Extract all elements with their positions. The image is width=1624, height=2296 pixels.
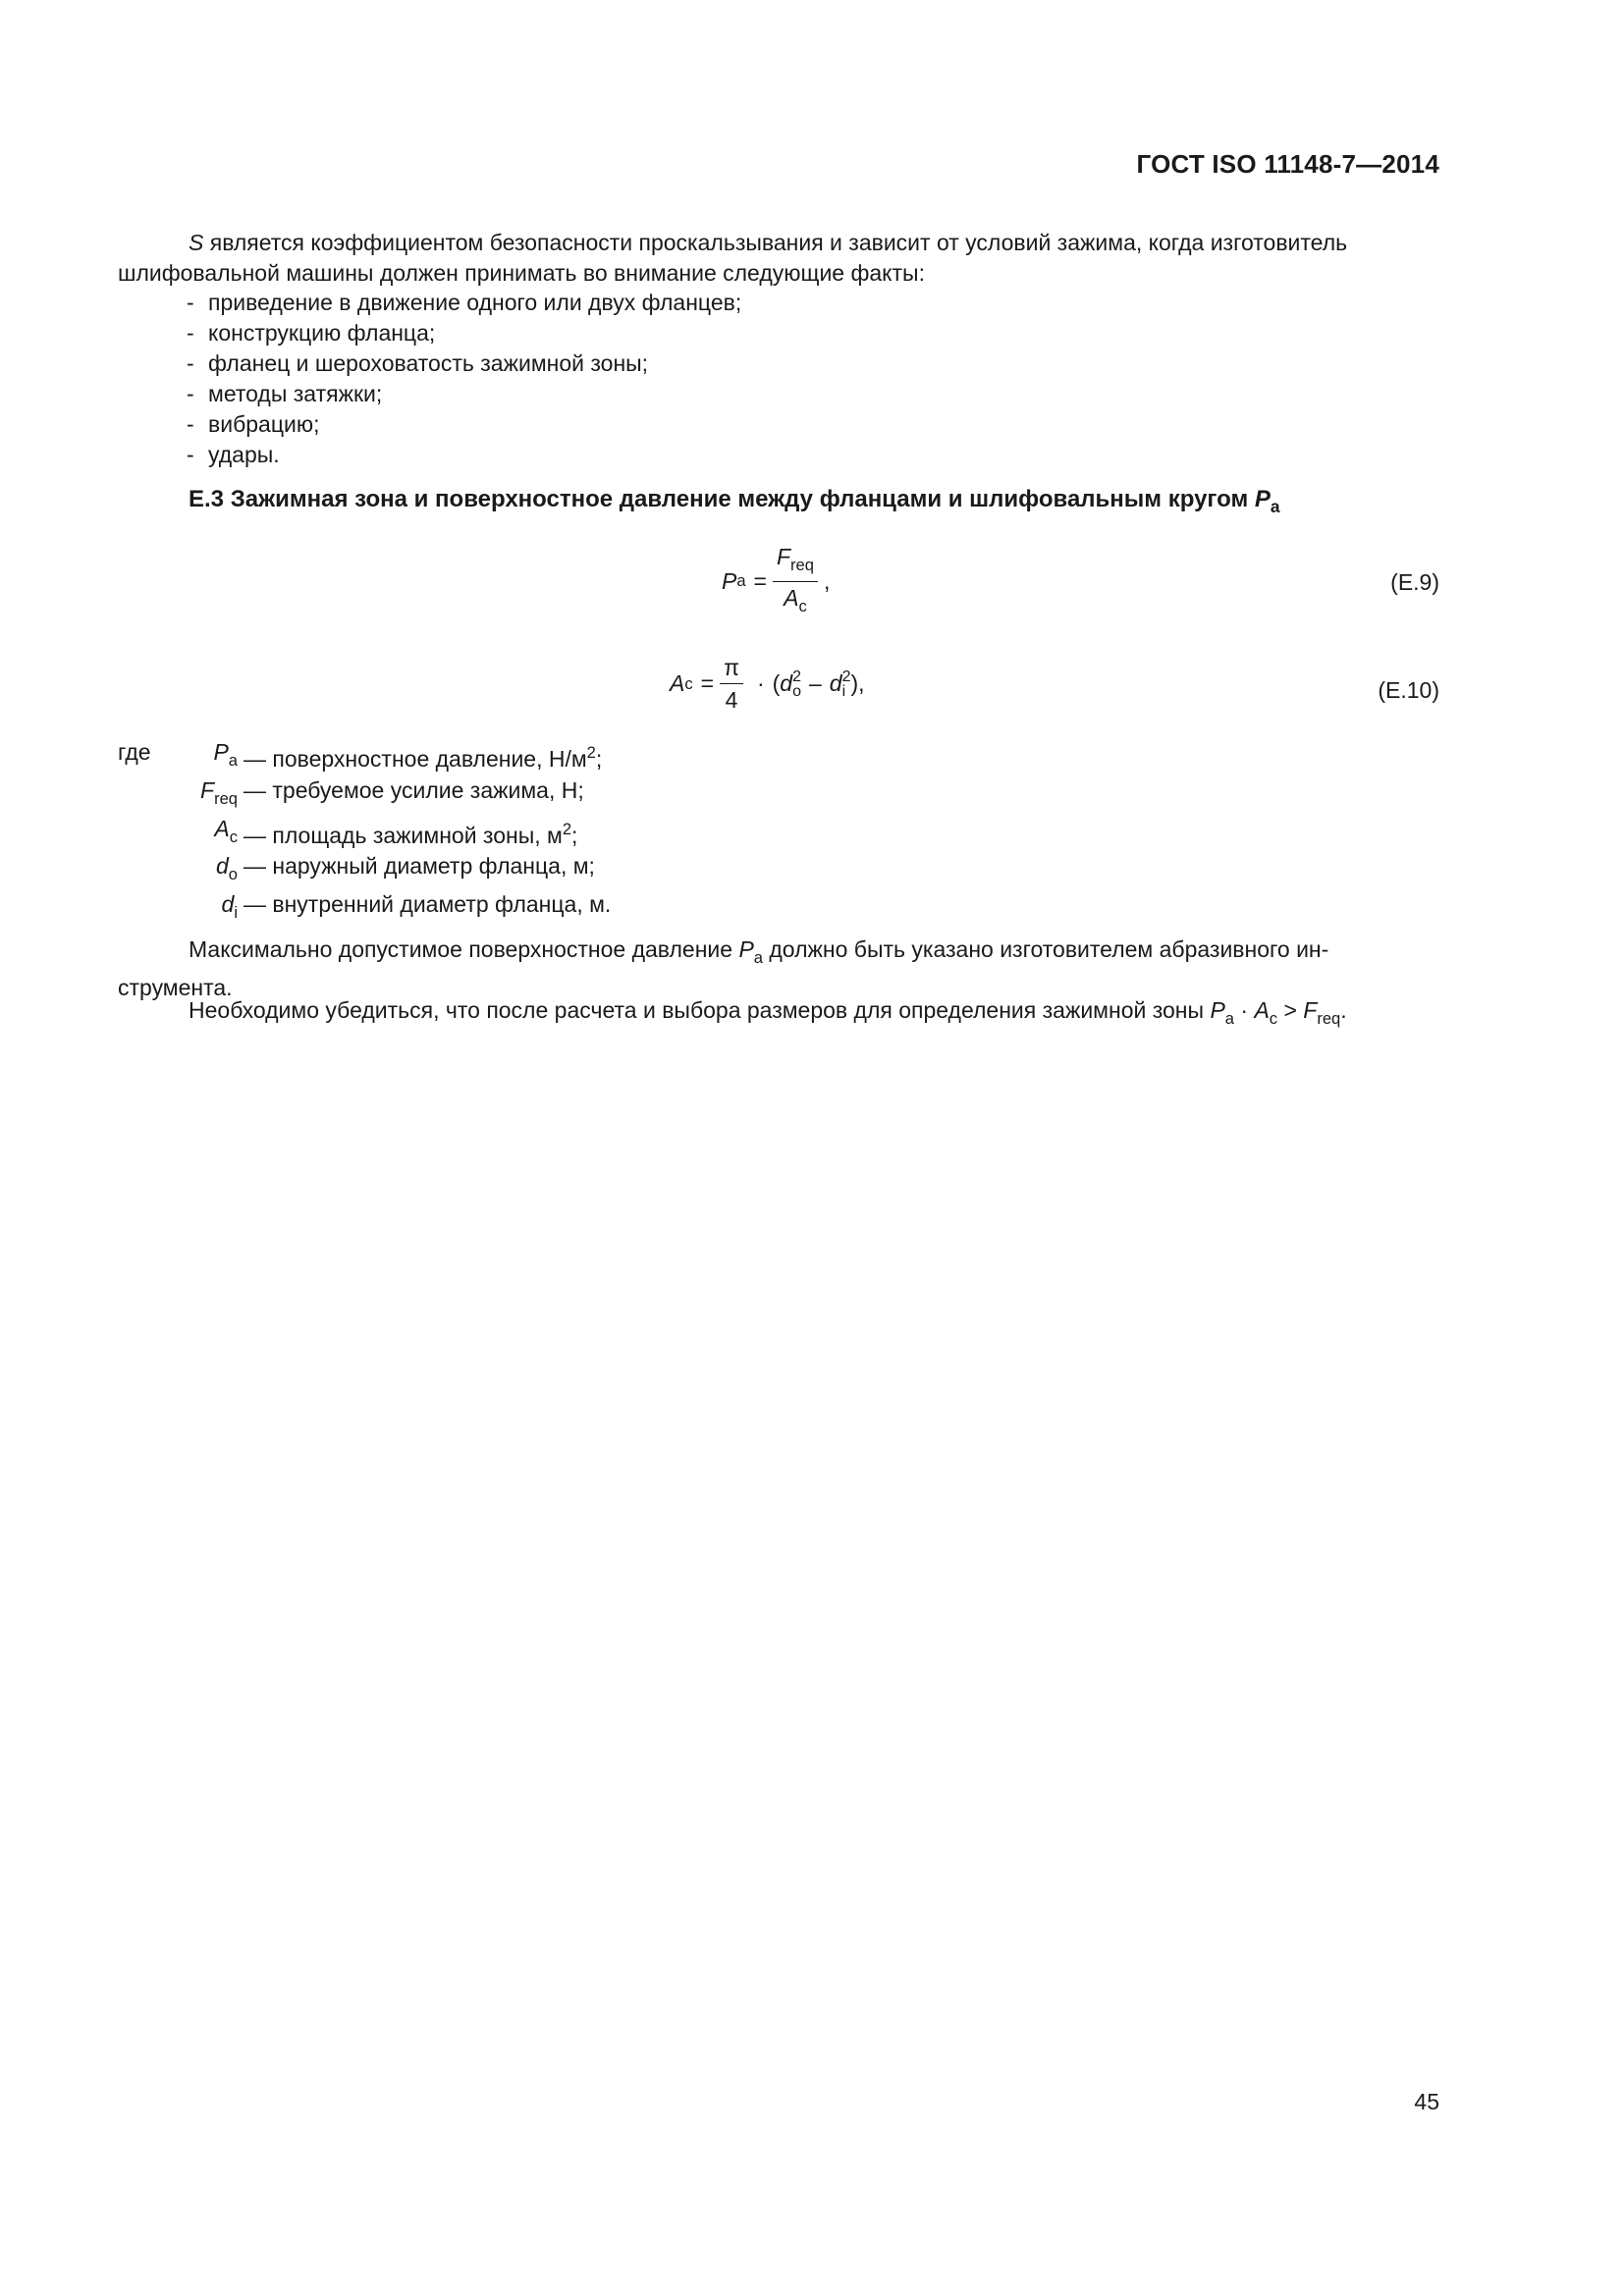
equation-number-e9: (Е.9)	[1390, 569, 1439, 595]
document-header: ГОСТ ISO 11148-7—2014	[1136, 149, 1439, 179]
list-item: - фланец и шероховатость зажимной зоны;	[187, 350, 649, 376]
intro-text-line1: является коэффициентом безопасности проскальзывания и зависит от условий зажима, когда изготовитель	[203, 230, 1348, 255]
page-number: 45	[1414, 2089, 1439, 2114]
list-item: $F_{req}$ — требуемое усилие зажима, Н;	[200, 776, 584, 808]
fraction: $\frac{\pi}{4}$	[720, 654, 743, 714]
where-prefix: где	[118, 739, 151, 765]
list-item: - вибрацию;	[187, 411, 320, 437]
list-item: - удары.	[187, 442, 280, 467]
list-item: $A_c$ — площадь зажимной зоны, $м^2$;	[214, 815, 578, 848]
safety-factor-symbol: S	[189, 230, 204, 255]
check-paragraph: Необходимо убедиться, что после расчета и выбора размеров для определения зажимной зоны $P_a \cdot A_c > F_{req}$.	[189, 997, 1347, 1028]
max-pressure-paragraph: Максимально допустимое поверхностное давление $P_a$ должно быть указано изготовителем абразивного ин- струмента.	[118, 936, 1329, 1000]
intro-text-line2: шлифовальной машины должен принимать во внимание следующие факты:	[118, 260, 925, 286]
list-item: $d_i$ — внутренний диаметр фланца, м.	[221, 891, 612, 922]
section-heading: Е.3 Зажимная зона и поверхностное давление между фланцами и шлифовальным кругом $P_a$	[189, 486, 1280, 517]
intro-paragraph	[118, 228, 1439, 289]
formula-e9: P a = $\frac{F_{req}}{A_c}$ ,	[722, 543, 830, 620]
variable-definitions	[118, 737, 611, 928]
list-item: - конструкцию фланца;	[187, 320, 436, 346]
list-item: где $P_a$ — поверхностное давление, $Н/м^2$;	[118, 739, 603, 773]
factors-list	[187, 288, 741, 470]
list-item: $d_o$ — наружный диаметр фланца, м;	[216, 853, 595, 884]
formula-e10: A c = $\frac{\pi}{4}$ · ( d 2 o – d 2 i ) ,	[670, 655, 865, 713]
list-item: - методы затяжки;	[187, 381, 383, 406]
list-item: - приведение в движение одного или двух фланцев;	[187, 290, 742, 315]
fraction: $\frac{F_{req}}{A_c}$	[773, 543, 818, 620]
equation-number-e10: (Е.10)	[1378, 677, 1439, 703]
